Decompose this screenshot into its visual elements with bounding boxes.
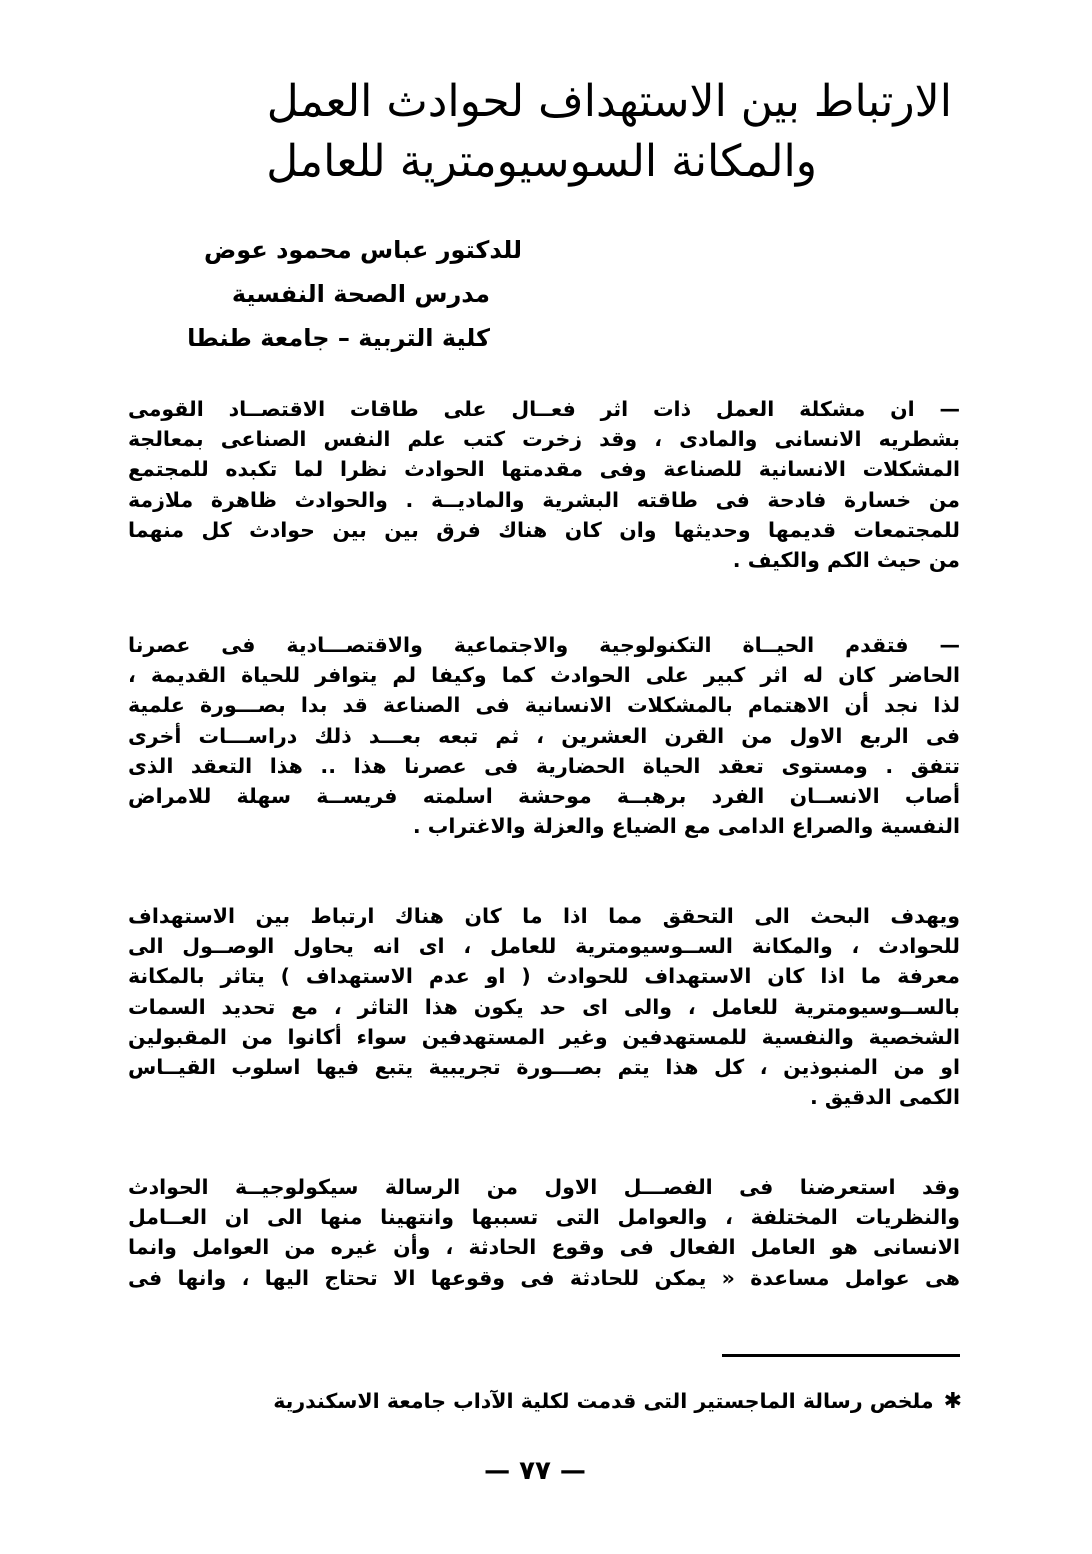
paragraph-line: فى الربع الاول من القرن العشرين ، ثم تبعه بعـــد ذلك دراســـات أخرى (128, 723, 960, 748)
footnote-marker: ✱ (943, 1389, 962, 1414)
paragraph-line: — ان مشكلة العمل ذات اثر فعــال على طاقات الاقتصــاد القومى (128, 397, 960, 421)
paragraph-line: بالســوسيومترية للعامل ، والى اى حد يكون هذا التاثر ، مع تحديد السمات (128, 994, 960, 1019)
paragraph-line: للمجتمعات قديمها وحديثها وان كان هناك فرق بين بين حوادث كل منهما (128, 517, 960, 542)
paragraph-line: لذا نجد أن الاهتمام بالمشكلات الانسانية فى الصناعة قد بدا بصـــورة علمية (128, 693, 960, 718)
page-number: — ٧٧ — (484, 1456, 586, 1486)
paragraph-line: بشطريه الانسانى والمادى ، وقد زخرت كتب علم النفس الصناعى بمعالجة (128, 427, 960, 452)
footnote-text: ملخص رسالة الماجستير التى قدمت لكلية الآداب جامعة الاسكندرية (273, 1389, 934, 1413)
author-block (122, 228, 522, 360)
paragraph-line: ويهدف البحث الى التحقق مما اذا ما كان هناك ارتباط بين الاستهداف (128, 904, 960, 928)
paragraph-line: أصاب الانســان الفرد برهبــة موحشة اسلمته فريســة سهلة للامراض (128, 784, 960, 809)
title-line-1: الارتباط بين الاستهداف لحوادث العمل (266, 76, 952, 127)
author-institution: كلية التربية – جامعة طنطا (187, 324, 490, 352)
paragraph-line: — فتقدم الحيــاة التكنولوجية والاجتماعية والاقتصـــادية فى عصرنا (128, 633, 960, 657)
paragraph-line: من حيث الكم والكيف . (732, 548, 960, 573)
paragraph-line: والنظريات المختلفة ، والعوامل التى تسببها وانتهينا منها الى ان العــامل (128, 1205, 960, 1230)
paragraph-1 (128, 394, 960, 575)
paragraph-line: وقد استعرضنا فى الفصـــل الاول من الرسالة سيكولوجيــة الحوادث (128, 1175, 960, 1199)
footnote (273, 1386, 962, 1417)
paragraph-line: الانسانى هو العامل الفعال فى وقوع الحادثة ، وأن غيره من العوامل وانما (128, 1235, 960, 1260)
author-position: مدرس الصحة النفسية (231, 280, 490, 308)
author-name: للدكتور عباس محمود عوض (203, 236, 522, 264)
paragraph-line: النفسية والصراع الدامى مع الضياع والعزلة والاغتراب . (412, 814, 960, 839)
paragraph-line: الكمى الدقيق . (809, 1085, 960, 1110)
footnote-divider (722, 1354, 960, 1357)
title-line-2: والمكانة السوسيومترية للعامل (266, 136, 817, 187)
paragraph-line: الحاضر كان له اثر كبير على الحوادث كما وكيفا لم يتوافر للحياة القديمة ، (128, 663, 960, 688)
paragraph-line: الشخصية والنفسية للمستهدفين وغير المستهدفين سواء أكانوا من المقبولين (128, 1024, 960, 1049)
paragraph-4 (128, 1172, 960, 1293)
paragraph-line: هى عوامل مساعدة « يمكن للحادثة فى وقوعها الا تحتاج اليها ، وانها فى (128, 1265, 960, 1290)
paragraph-line: تتفق . ومستوى تعقد الحياة الحضارية فى عصرنا هذا .. هذا التعقد الذى (128, 753, 960, 778)
paragraph-line: من خسارة فادحة فى طاقته البشرية والماديــة . والحوادث ظاهرة ملازمة (128, 487, 960, 512)
paragraph-line: او من المنبوذين ، كل هذا يتم بصـــورة تجريبية يتبع فيها اسلوب القيــاس (128, 1055, 960, 1080)
paragraph-line: للحوادث ، والمكانة الســوسيومترية للعامل ، اى انه يحاول الوصــول الى (128, 934, 960, 959)
paragraph-line: معرفة ما اذا كان الاستهداف للحوادث ( او عدم الاستهداف ) يتاثر بالمكانة (128, 964, 960, 989)
paragraph-3 (128, 901, 960, 1112)
paragraph-2 (128, 630, 960, 841)
paragraph-line: المشكلات الانسانية للصناعة وفى مقدمتها الحوادث نظرا لما تكبده للمجتمع (128, 457, 960, 482)
